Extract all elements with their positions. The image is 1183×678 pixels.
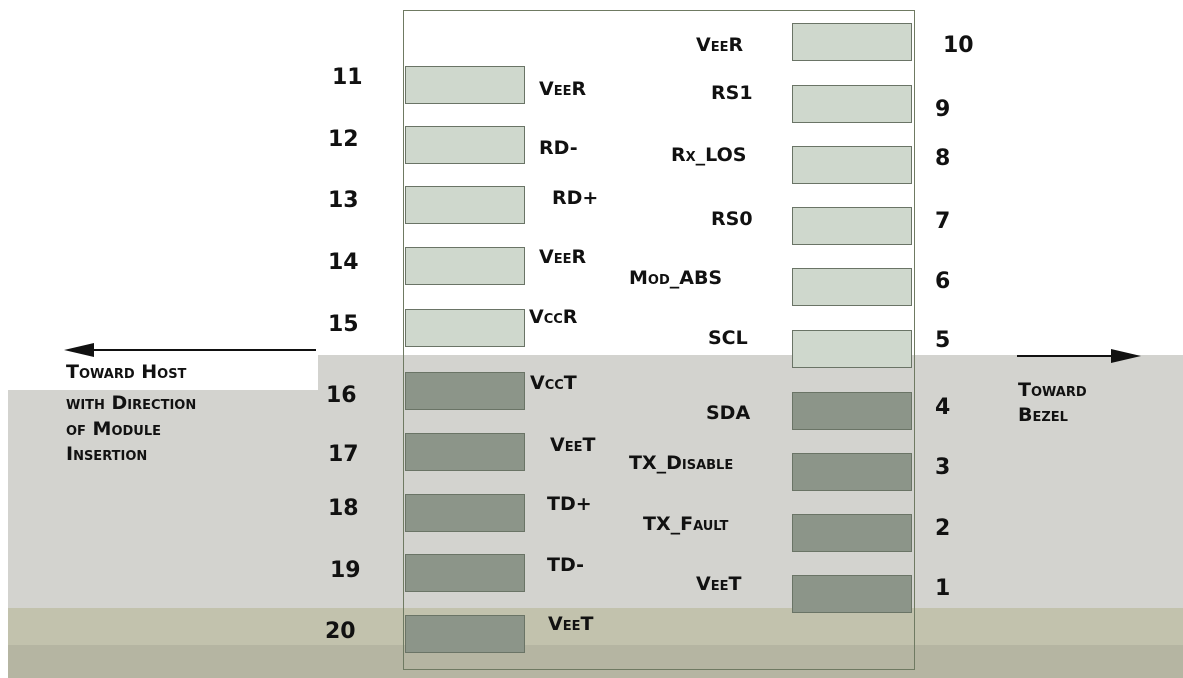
pin-number-16: 16	[326, 383, 357, 408]
pin-label-4: SDA	[706, 402, 751, 424]
pin-number-2: 2	[935, 516, 951, 541]
toward-bezel-line-2: Bezel	[1018, 404, 1068, 427]
pin-number-15: 15	[328, 312, 359, 337]
pin-label-8: Rx_LOS	[671, 144, 747, 166]
toward-host-label	[66, 360, 196, 467]
pin-number-5: 5	[935, 328, 951, 353]
pin-label-12: RD-	[539, 137, 578, 159]
toward-bezel-label	[1018, 378, 1087, 429]
pin-number-10: 10	[943, 33, 974, 58]
arrow-right-icon	[1015, 345, 1145, 365]
pad-4	[792, 392, 912, 430]
pad-16	[405, 372, 525, 410]
pin-number-4: 4	[935, 395, 951, 420]
pin-label-5: SCL	[708, 327, 748, 349]
pin-number-7: 7	[935, 209, 951, 234]
pad-15	[405, 309, 525, 347]
pad-10	[792, 23, 912, 61]
pad-1	[792, 575, 912, 613]
pin-label-15: VccR	[529, 306, 578, 328]
pin-number-8: 8	[935, 146, 951, 171]
pin-label-11: VeeR	[539, 78, 587, 100]
pin-label-20: VeeT	[548, 613, 594, 635]
pad-12	[405, 126, 525, 164]
pad-19	[405, 554, 525, 592]
pad-18	[405, 494, 525, 532]
pad-9	[792, 85, 912, 123]
pin-label-18: TD+	[547, 493, 592, 515]
pin-number-9: 9	[935, 97, 951, 122]
pin-number-11: 11	[332, 65, 363, 90]
pad-3	[792, 453, 912, 491]
pad-14	[405, 247, 525, 285]
pin-label-3: TX_Disable	[629, 452, 734, 474]
pin-label-6: Mod_ABS	[629, 267, 723, 289]
pad-13	[405, 186, 525, 224]
pin-label-19: TD-	[547, 554, 584, 576]
pad-11	[405, 66, 525, 104]
pin-number-6: 6	[935, 269, 951, 294]
pin-number-14: 14	[328, 250, 359, 275]
pin-label-13: RD+	[552, 187, 599, 209]
pad-17	[405, 433, 525, 471]
pin-number-17: 17	[328, 442, 359, 467]
pad-2	[792, 514, 912, 552]
pin-label-16: VccT	[530, 372, 577, 394]
toward-bezel-line-1: Toward	[1018, 379, 1087, 401]
arrow-left-icon	[60, 340, 320, 360]
toward-host-line-1: Toward Host	[66, 361, 187, 383]
pad-7	[792, 207, 912, 245]
pin-label-17: VeeT	[550, 434, 596, 456]
toward-host-line-3: of Module	[66, 417, 162, 440]
pin-number-20: 20	[325, 619, 356, 644]
toward-host-line-2: with Direction	[66, 392, 197, 415]
pin-number-12: 12	[328, 127, 359, 152]
toward-host-line-4: Insertion	[66, 442, 148, 465]
pin-label-1: VeeT	[696, 573, 742, 595]
pin-number-3: 3	[935, 455, 951, 480]
pad-6	[792, 268, 912, 306]
pin-label-9: RS1	[711, 82, 753, 104]
pad-8	[792, 146, 912, 184]
pin-number-18: 18	[328, 496, 359, 521]
pad-5	[792, 330, 912, 368]
pin-number-19: 19	[330, 558, 361, 583]
pin-label-7: RS0	[711, 208, 753, 230]
pin-label-10: VeeR	[696, 34, 744, 56]
pin-label-14: VeeR	[539, 246, 587, 268]
pin-number-13: 13	[328, 188, 359, 213]
pad-20	[405, 615, 525, 653]
pin-label-2: TX_Fault	[643, 513, 729, 535]
pin-number-1: 1	[935, 576, 951, 601]
